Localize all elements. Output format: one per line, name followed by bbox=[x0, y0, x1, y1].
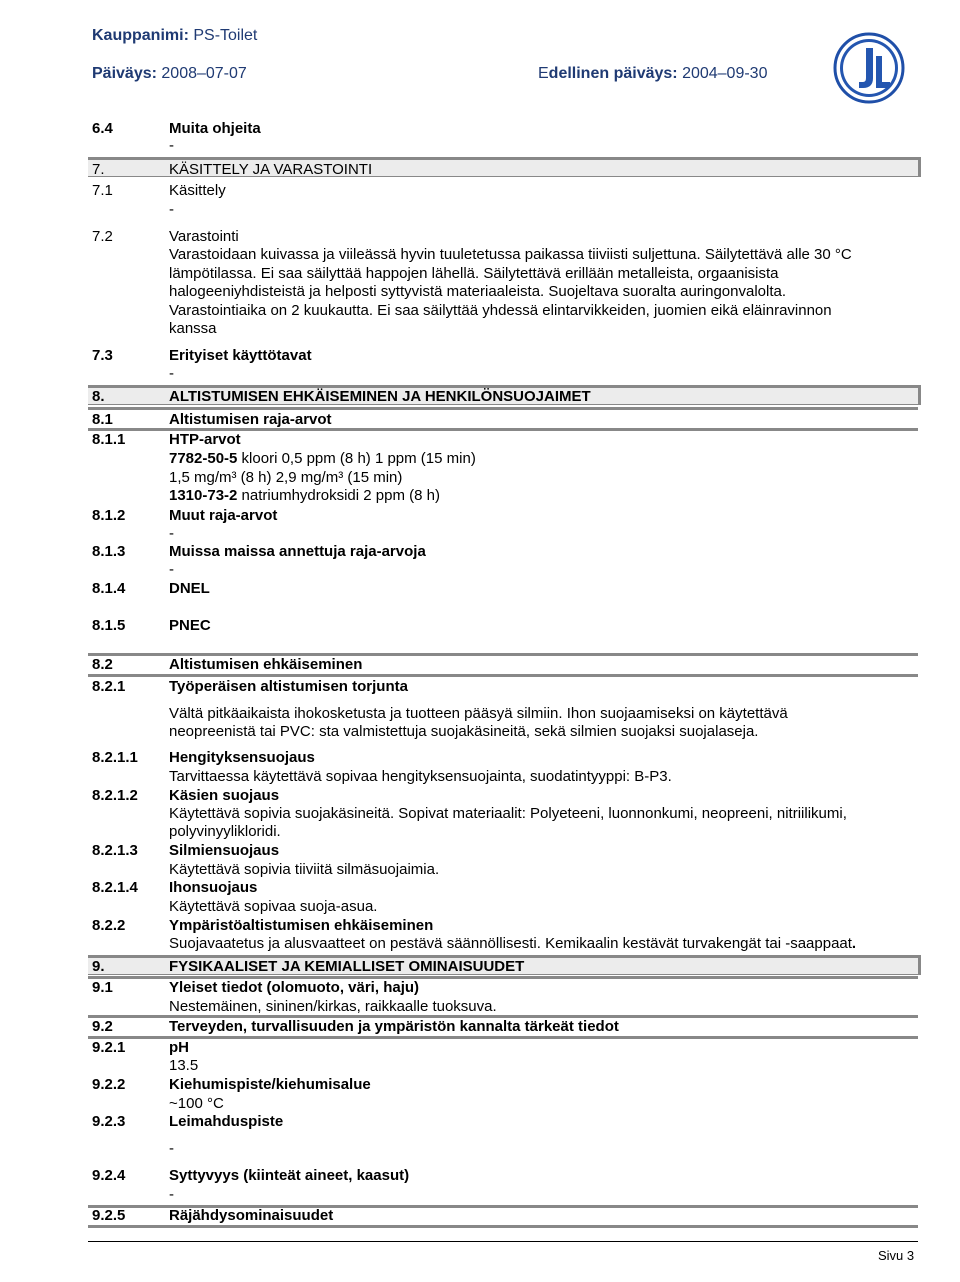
section-8-2-1-2-number: 8.2.1.2 bbox=[92, 787, 138, 804]
section-8-2-1-2-title: Käsien suojaus bbox=[169, 787, 280, 804]
section-9-2-3-number: 9.2.3 bbox=[92, 1113, 126, 1130]
section-7-3-dash: - bbox=[169, 365, 174, 382]
section-7-3-number: 7.3 bbox=[92, 347, 113, 364]
section-8-1-rule bbox=[88, 407, 918, 410]
section-8-2-1-number: 8.2.1 bbox=[92, 678, 126, 695]
page-number: Sivu 3 bbox=[878, 1248, 915, 1263]
section-9-title: FYSIKAALISET JA KEMIALLISET OMINAISUUDET bbox=[169, 958, 525, 975]
section-9-2-5-number: 9.2.5 bbox=[92, 1207, 126, 1224]
boiling-point-value: ~100 °C bbox=[169, 1095, 224, 1112]
section-8-number: 8. bbox=[92, 388, 105, 405]
exposure-text-line: neopreenistä tai PVC: sta valmistettuja suojakäsineitä, sekä silmien suojaksi suojalaseja. bbox=[169, 723, 759, 740]
htp-line-chlorine bbox=[169, 450, 476, 467]
section-8-2-1-1-number: 8.2.1.1 bbox=[92, 749, 138, 766]
section-8-1-3-dash: - bbox=[169, 561, 174, 578]
respiratory-text: Tarvittaessa käytettävä sopivaa hengityksensuojainta, suodatintyyppi: B-P3. bbox=[169, 768, 672, 785]
section-9-2-5-title: Räjähdysominaisuudet bbox=[169, 1207, 334, 1224]
section-6-4-title: Muita ohjeita bbox=[169, 120, 261, 137]
section-8-2-number: 8.2 bbox=[92, 656, 113, 673]
section-7-number: 7. bbox=[92, 161, 105, 178]
section-8-2-1-1-title: Hengityksensuojaus bbox=[169, 749, 315, 766]
skin-protection-text: Käytettävä sopivaa suoja-asua. bbox=[169, 898, 378, 915]
section-9-2-1-rule bbox=[88, 1036, 918, 1039]
hand-protection-text: Käytettävä sopivia suojakäsineitä. Sopivat materiaalit: Polyeteeni, luonnonkumi, neopreeni, nitriilikumi, bbox=[169, 805, 847, 822]
section-9-2-1-number: 9.2.1 bbox=[92, 1039, 126, 1056]
previous-date-prefix: E bbox=[538, 65, 549, 82]
section-8-1-3-title: Muissa maissa annettuja raja-arvoja bbox=[169, 543, 426, 560]
storage-text-line: halogeeniyhdisteistä ja helposti syttyvistä materiaaleista. Suojeltava suoralta auringonvalolta. bbox=[169, 283, 787, 300]
section-8-2-2-number: 8.2.2 bbox=[92, 917, 126, 934]
general-info-text: Nestemäinen, sininen/kirkas, raikkaalle tuoksuva. bbox=[169, 998, 497, 1015]
section-8-1-2-dash: - bbox=[169, 525, 174, 542]
section-8-1-5-title: PNEC bbox=[169, 617, 211, 634]
section-8-1-3-number: 8.1.3 bbox=[92, 543, 126, 560]
section-9-2-3-dash: - bbox=[169, 1140, 174, 1157]
section-7-1-dash: - bbox=[169, 201, 174, 218]
section-9-2-4-title: Syttyvyys (kiinteät aineet, kaasut) bbox=[169, 1167, 410, 1184]
ph-value: 13.5 bbox=[169, 1057, 199, 1074]
section-9-2-number: 9.2 bbox=[92, 1018, 113, 1035]
section-7-1-number: 7.1 bbox=[92, 182, 113, 199]
section-8-2-1-title: Työperäisen altistumisen torjunta bbox=[169, 678, 408, 695]
section-8-2-title: Altistumisen ehkäiseminen bbox=[169, 656, 363, 673]
previous-date-line bbox=[538, 65, 767, 83]
storage-text-line: Varastoidaan kuivassa ja viileässä hyvin tuuletetussa paikassa tiiviisti suljettuna. Säilytettävä alle 30 °C bbox=[169, 246, 852, 263]
hand-protection-text: polyvinyylikloridi. bbox=[169, 823, 281, 840]
section-8-2-1-rule bbox=[88, 674, 918, 677]
section-6-4-dash: - bbox=[169, 137, 174, 154]
previous-date-label: dellinen päiväys: bbox=[548, 65, 678, 82]
section-8-1-2-number: 8.1.2 bbox=[92, 507, 126, 524]
section-9-2-3-title: Leimahduspiste bbox=[169, 1113, 284, 1130]
footer-rule bbox=[88, 1241, 918, 1242]
htp-value: kloori 0,5 ppm (8 h) 1 ppm (15 min) bbox=[237, 450, 476, 467]
date-value: 2008–07-07 bbox=[161, 65, 247, 82]
section-8-2-1-4-number: 8.2.1.4 bbox=[92, 879, 138, 896]
environmental-text-body: Suojavaatetus ja alusvaatteet on pestävä säännöllisesti. Kemikaalin kestävät turvakengät tai -saappaat bbox=[169, 935, 852, 952]
section-8-1-4-number: 8.1.4 bbox=[92, 580, 126, 597]
trade-name-label: Kauppanimi: bbox=[92, 27, 189, 44]
section-6-4-number: 6.4 bbox=[92, 120, 113, 137]
storage-text-line: Varastointiaika on 2 kuukautta. Ei saa säilyttää yhdessä elintarvikkeiden, juomien eikä eläinravinnon bbox=[169, 302, 832, 319]
section-8-1-5-number: 8.1.5 bbox=[92, 617, 126, 634]
section-8-2-1-4-title: Ihonsuojaus bbox=[169, 879, 258, 896]
section-8-1-title: Altistumisen raja-arvot bbox=[169, 411, 332, 428]
section-9-2-2-number: 9.2.2 bbox=[92, 1076, 126, 1093]
section-8-2-1-3-title: Silmiensuojaus bbox=[169, 842, 280, 859]
section-9-2-5-bottom-rule bbox=[88, 1225, 918, 1228]
section-7-3-title: Erityiset käyttötavat bbox=[169, 347, 312, 364]
storage-text-line: lämpötilassa. Ei saa säilyttää happojen lähellä. Säilytettävä erillään metalleista, orgaanisista bbox=[169, 265, 779, 282]
section-9-number: 9. bbox=[92, 958, 105, 975]
trade-name-value: PS-Toilet bbox=[193, 27, 258, 44]
section-9-2-title: Terveyden, turvallisuuden ja ympäristön kannalta tärkeät tiedot bbox=[169, 1018, 619, 1035]
previous-date-value: 2004–09-30 bbox=[682, 65, 768, 82]
section-8-title: ALTISTUMISEN EHKÄISEMINEN JA HENKILÖNSUOJAIMET bbox=[169, 388, 591, 405]
section-9-2-1-title: pH bbox=[169, 1039, 189, 1056]
htp-value: natriumhydroksidi 2 ppm (8 h) bbox=[237, 487, 440, 504]
section-7-1-title: Käsittely bbox=[169, 182, 226, 199]
environmental-text bbox=[169, 935, 856, 952]
section-9-2-2-title: Kiehumispiste/kiehumisalue bbox=[169, 1076, 371, 1093]
section-8-1-4-title: DNEL bbox=[169, 580, 210, 597]
cas-number: 1310-73-2 bbox=[169, 487, 238, 504]
section-7-2-number: 7.2 bbox=[92, 228, 113, 245]
section-9-1-number: 9.1 bbox=[92, 979, 113, 996]
eye-protection-text: Käytettävä sopivia tiiviitä silmäsuojaimia. bbox=[169, 861, 440, 878]
trade-name bbox=[92, 27, 257, 45]
date-label: Päiväys: bbox=[92, 65, 157, 82]
section-8-1-number: 8.1 bbox=[92, 411, 113, 428]
section-8-1-1-number: 8.1.1 bbox=[92, 431, 126, 448]
section-9-2-4-number: 9.2.4 bbox=[92, 1167, 126, 1184]
date-line bbox=[92, 65, 247, 83]
company-logo bbox=[833, 32, 905, 104]
section-7-title: KÄSITTELY JA VARASTOINTI bbox=[169, 161, 373, 178]
section-9-1-title: Yleiset tiedot (olomuoto, väri, haju) bbox=[169, 979, 420, 996]
htp-line-mg: 1,5 mg/m³ (8 h) 2,9 mg/m³ (15 min) bbox=[169, 469, 403, 486]
cas-number: 7782-50-5 bbox=[169, 450, 238, 467]
exposure-text-line: Vältä pitkäaikaista ihokosketusta ja tuotteen pääsyä silmiin. Ihon suojaamiseksi on käytettävä bbox=[169, 705, 788, 722]
section-8-2-2-title: Ympäristöaltistumisen ehkäiseminen bbox=[169, 917, 434, 934]
section-8-2-1-3-number: 8.2.1.3 bbox=[92, 842, 138, 859]
environmental-text-period: . bbox=[851, 935, 857, 952]
section-9-2-4-dash: - bbox=[169, 1186, 174, 1203]
storage-text-line: kanssa bbox=[169, 320, 217, 337]
section-7-2-title: Varastointi bbox=[169, 228, 239, 245]
htp-line-naoh bbox=[169, 487, 440, 504]
section-8-1-1-title: HTP-arvot bbox=[169, 431, 241, 448]
section-8-1-2-title: Muut raja-arvot bbox=[169, 507, 278, 524]
